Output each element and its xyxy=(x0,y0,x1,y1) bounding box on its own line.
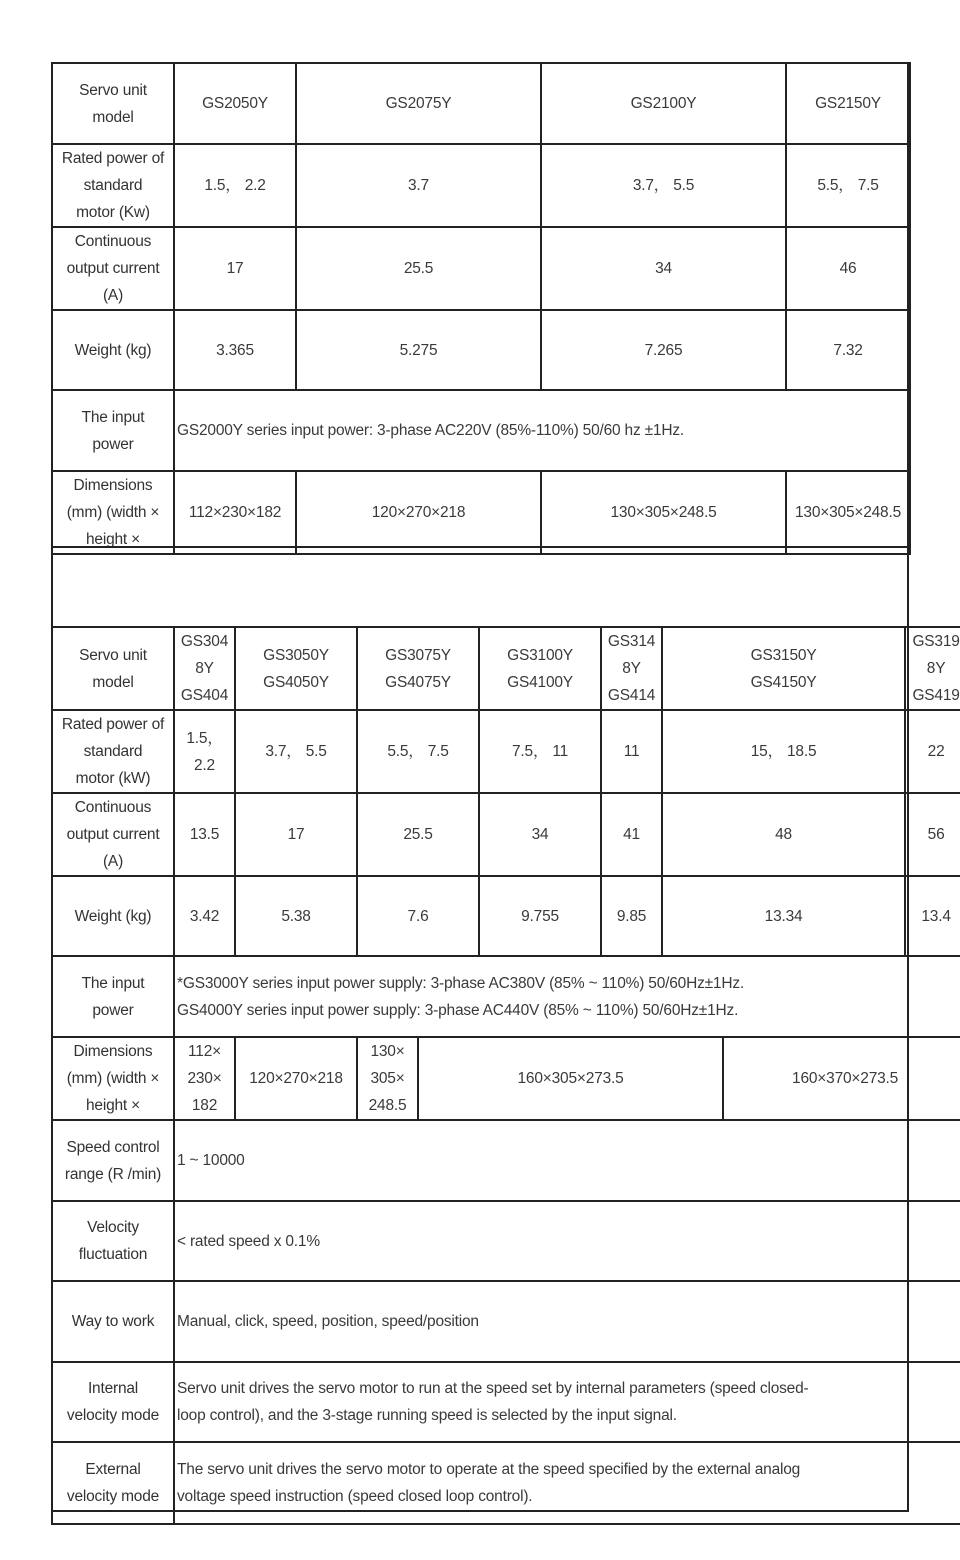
spec-table-gs2000 xyxy=(51,62,911,555)
cell-dimensions: 130×305×248.5 xyxy=(786,471,910,554)
cell-rated-power: 3.7， 5.5 xyxy=(541,144,786,227)
spec-sheet xyxy=(51,62,960,1512)
cell-model: GS2075Y xyxy=(296,63,541,144)
cell-current: 34 xyxy=(479,793,601,876)
cell-rated-power: 22 xyxy=(905,710,960,793)
cell-dimensions: 112×230×182 xyxy=(174,471,296,554)
cell-dimensions: 130× 305× 248.5 xyxy=(357,1037,418,1120)
cell-weight: 7.265 xyxy=(541,310,786,390)
cell-speed-range: 1 ~ 10000 xyxy=(174,1120,960,1201)
row-label-dimensions: Dimensions (mm) (width × height × xyxy=(52,471,174,554)
spec-table-gs3000-gs4000 xyxy=(51,626,960,1525)
row-label-weight: Weight (kg) xyxy=(52,310,174,390)
cell-current: 34 xyxy=(541,227,786,310)
cell-current: 41 xyxy=(601,793,662,876)
cell-model: GS3075Y GS4075Y xyxy=(357,627,479,710)
row-label-internal-velocity-mode: Internal velocity mode xyxy=(52,1362,174,1442)
table-row xyxy=(52,627,960,710)
cell-weight: 5.38 xyxy=(235,876,357,956)
cell-current: 17 xyxy=(235,793,357,876)
cell-rated-power: 5.5， 7.5 xyxy=(357,710,479,793)
cell-model: GS2050Y xyxy=(174,63,296,144)
cell-model: GS3100Y GS4100Y xyxy=(479,627,601,710)
cell-weight: 13.34 xyxy=(662,876,905,956)
table-row xyxy=(52,144,910,227)
row-label-speed-range: Speed control range (R /min) xyxy=(52,1120,174,1201)
cell-internal-velocity-mode: Servo unit drives the servo motor to run at the speed set by internal parameters (speed closed- loop control), and the 3-stage running speed is selected by the input signal. xyxy=(174,1362,960,1442)
cell-current: 25.5 xyxy=(357,793,479,876)
cell-current: 56 xyxy=(905,793,960,876)
cell-rated-power: 7.5， 11 xyxy=(479,710,601,793)
cell-rated-power: 3.7， 5.5 xyxy=(235,710,357,793)
cell-input-power: *GS3000Y series input power supply: 3-phase AC380V (85% ~ 110%) 50/60Hz±1Hz. GS4000Y series input power supply: 3-phase AC440V (85% ~ 110%) 50/60Hz±1Hz. xyxy=(174,956,960,1037)
table-row xyxy=(52,227,910,310)
row-label-current: Continuous output current (A) xyxy=(52,227,174,310)
row-label-external-velocity-mode: External velocity mode xyxy=(52,1442,174,1524)
cell-current: 46 xyxy=(786,227,910,310)
row-label-weight: Weight (kg) xyxy=(52,876,174,956)
row-label-model: Servo unit model xyxy=(52,63,174,144)
table-row xyxy=(52,956,960,1037)
row-label-current: Continuous output current (A) xyxy=(52,793,174,876)
table-row xyxy=(52,876,960,956)
cell-model: GS3050Y GS4050Y xyxy=(235,627,357,710)
row-label-velocity-fluctuation: Velocity fluctuation xyxy=(52,1201,174,1281)
cell-external-velocity-mode: The servo unit drives the servo motor to operate at the speed specified by the external analog voltage speed instruction (speed closed loop control). xyxy=(174,1442,960,1524)
row-label-input-power: The input power xyxy=(52,390,174,471)
cell-way-to-work: Manual, click, speed, position, speed/position xyxy=(174,1281,960,1362)
row-label-rated-power: Rated power of standard motor (kW) xyxy=(52,710,174,793)
cell-model: GS2150Y xyxy=(786,63,910,144)
cell-rated-power: 11 xyxy=(601,710,662,793)
table-row xyxy=(52,793,960,876)
table-row xyxy=(52,63,910,144)
table-row xyxy=(52,471,910,554)
cell-current: 13.5 xyxy=(174,793,235,876)
row-label-rated-power: Rated power of standard motor (Kw) xyxy=(52,144,174,227)
table-row xyxy=(52,1442,960,1524)
blank-separator-row xyxy=(51,546,909,628)
cell-velocity-fluctuation: < rated speed x 0.1% xyxy=(174,1201,960,1281)
row-label-model: Servo unit model xyxy=(52,627,174,710)
cell-model: GS319 8Y GS419 xyxy=(905,627,960,710)
cell-current: 48 xyxy=(662,793,905,876)
cell-rated-power: 3.7 xyxy=(296,144,541,227)
table-row xyxy=(52,1120,960,1201)
table-row xyxy=(52,390,910,471)
cell-rated-power: 1.5， 2.2 xyxy=(174,144,296,227)
cell-model: GS304 8Y GS404 xyxy=(174,627,235,710)
cell-dimensions: 120×270×218 xyxy=(235,1037,357,1120)
cell-weight: 3.365 xyxy=(174,310,296,390)
table-row xyxy=(52,1362,960,1442)
table-row xyxy=(52,1037,960,1120)
row-label-dimensions: Dimensions (mm) (width × height × xyxy=(52,1037,174,1120)
row-label-way-to-work: Way to work xyxy=(52,1281,174,1362)
cell-dimensions: 120×270×218 xyxy=(296,471,541,554)
table-row xyxy=(52,710,960,793)
cell-model: GS3150Y GS4150Y xyxy=(662,627,905,710)
cell-rated-power: 15， 18.5 xyxy=(662,710,905,793)
cell-dimensions: 130×305×248.5 xyxy=(541,471,786,554)
cell-weight: 9.755 xyxy=(479,876,601,956)
cell-weight: 13.4 xyxy=(905,876,960,956)
cell-weight: 9.85 xyxy=(601,876,662,956)
cell-model: GS2100Y xyxy=(541,63,786,144)
table-row xyxy=(52,310,910,390)
cell-weight: 7.32 xyxy=(786,310,910,390)
cell-dimensions: 112× 230× 182 xyxy=(174,1037,235,1120)
cell-rated-power: 5.5， 7.5 xyxy=(786,144,910,227)
cell-model: GS314 8Y GS414 xyxy=(601,627,662,710)
cell-weight: 7.6 xyxy=(357,876,479,956)
cell-weight: 3.42 xyxy=(174,876,235,956)
table-row xyxy=(52,1281,960,1362)
cell-dimensions: 160×370×273.5 xyxy=(723,1037,960,1120)
cell-current: 17 xyxy=(174,227,296,310)
row-label-input-power: The input power xyxy=(52,956,174,1037)
cell-rated-power: 1.5， 2.2 xyxy=(174,710,235,793)
table-row xyxy=(52,1201,960,1281)
cell-weight: 5.275 xyxy=(296,310,541,390)
cell-dimensions: 160×305×273.5 xyxy=(418,1037,723,1120)
cell-current: 25.5 xyxy=(296,227,541,310)
cell-input-power: GS2000Y series input power: 3-phase AC220V (85%-110%) 50/60 hz ±1Hz. xyxy=(174,390,910,471)
